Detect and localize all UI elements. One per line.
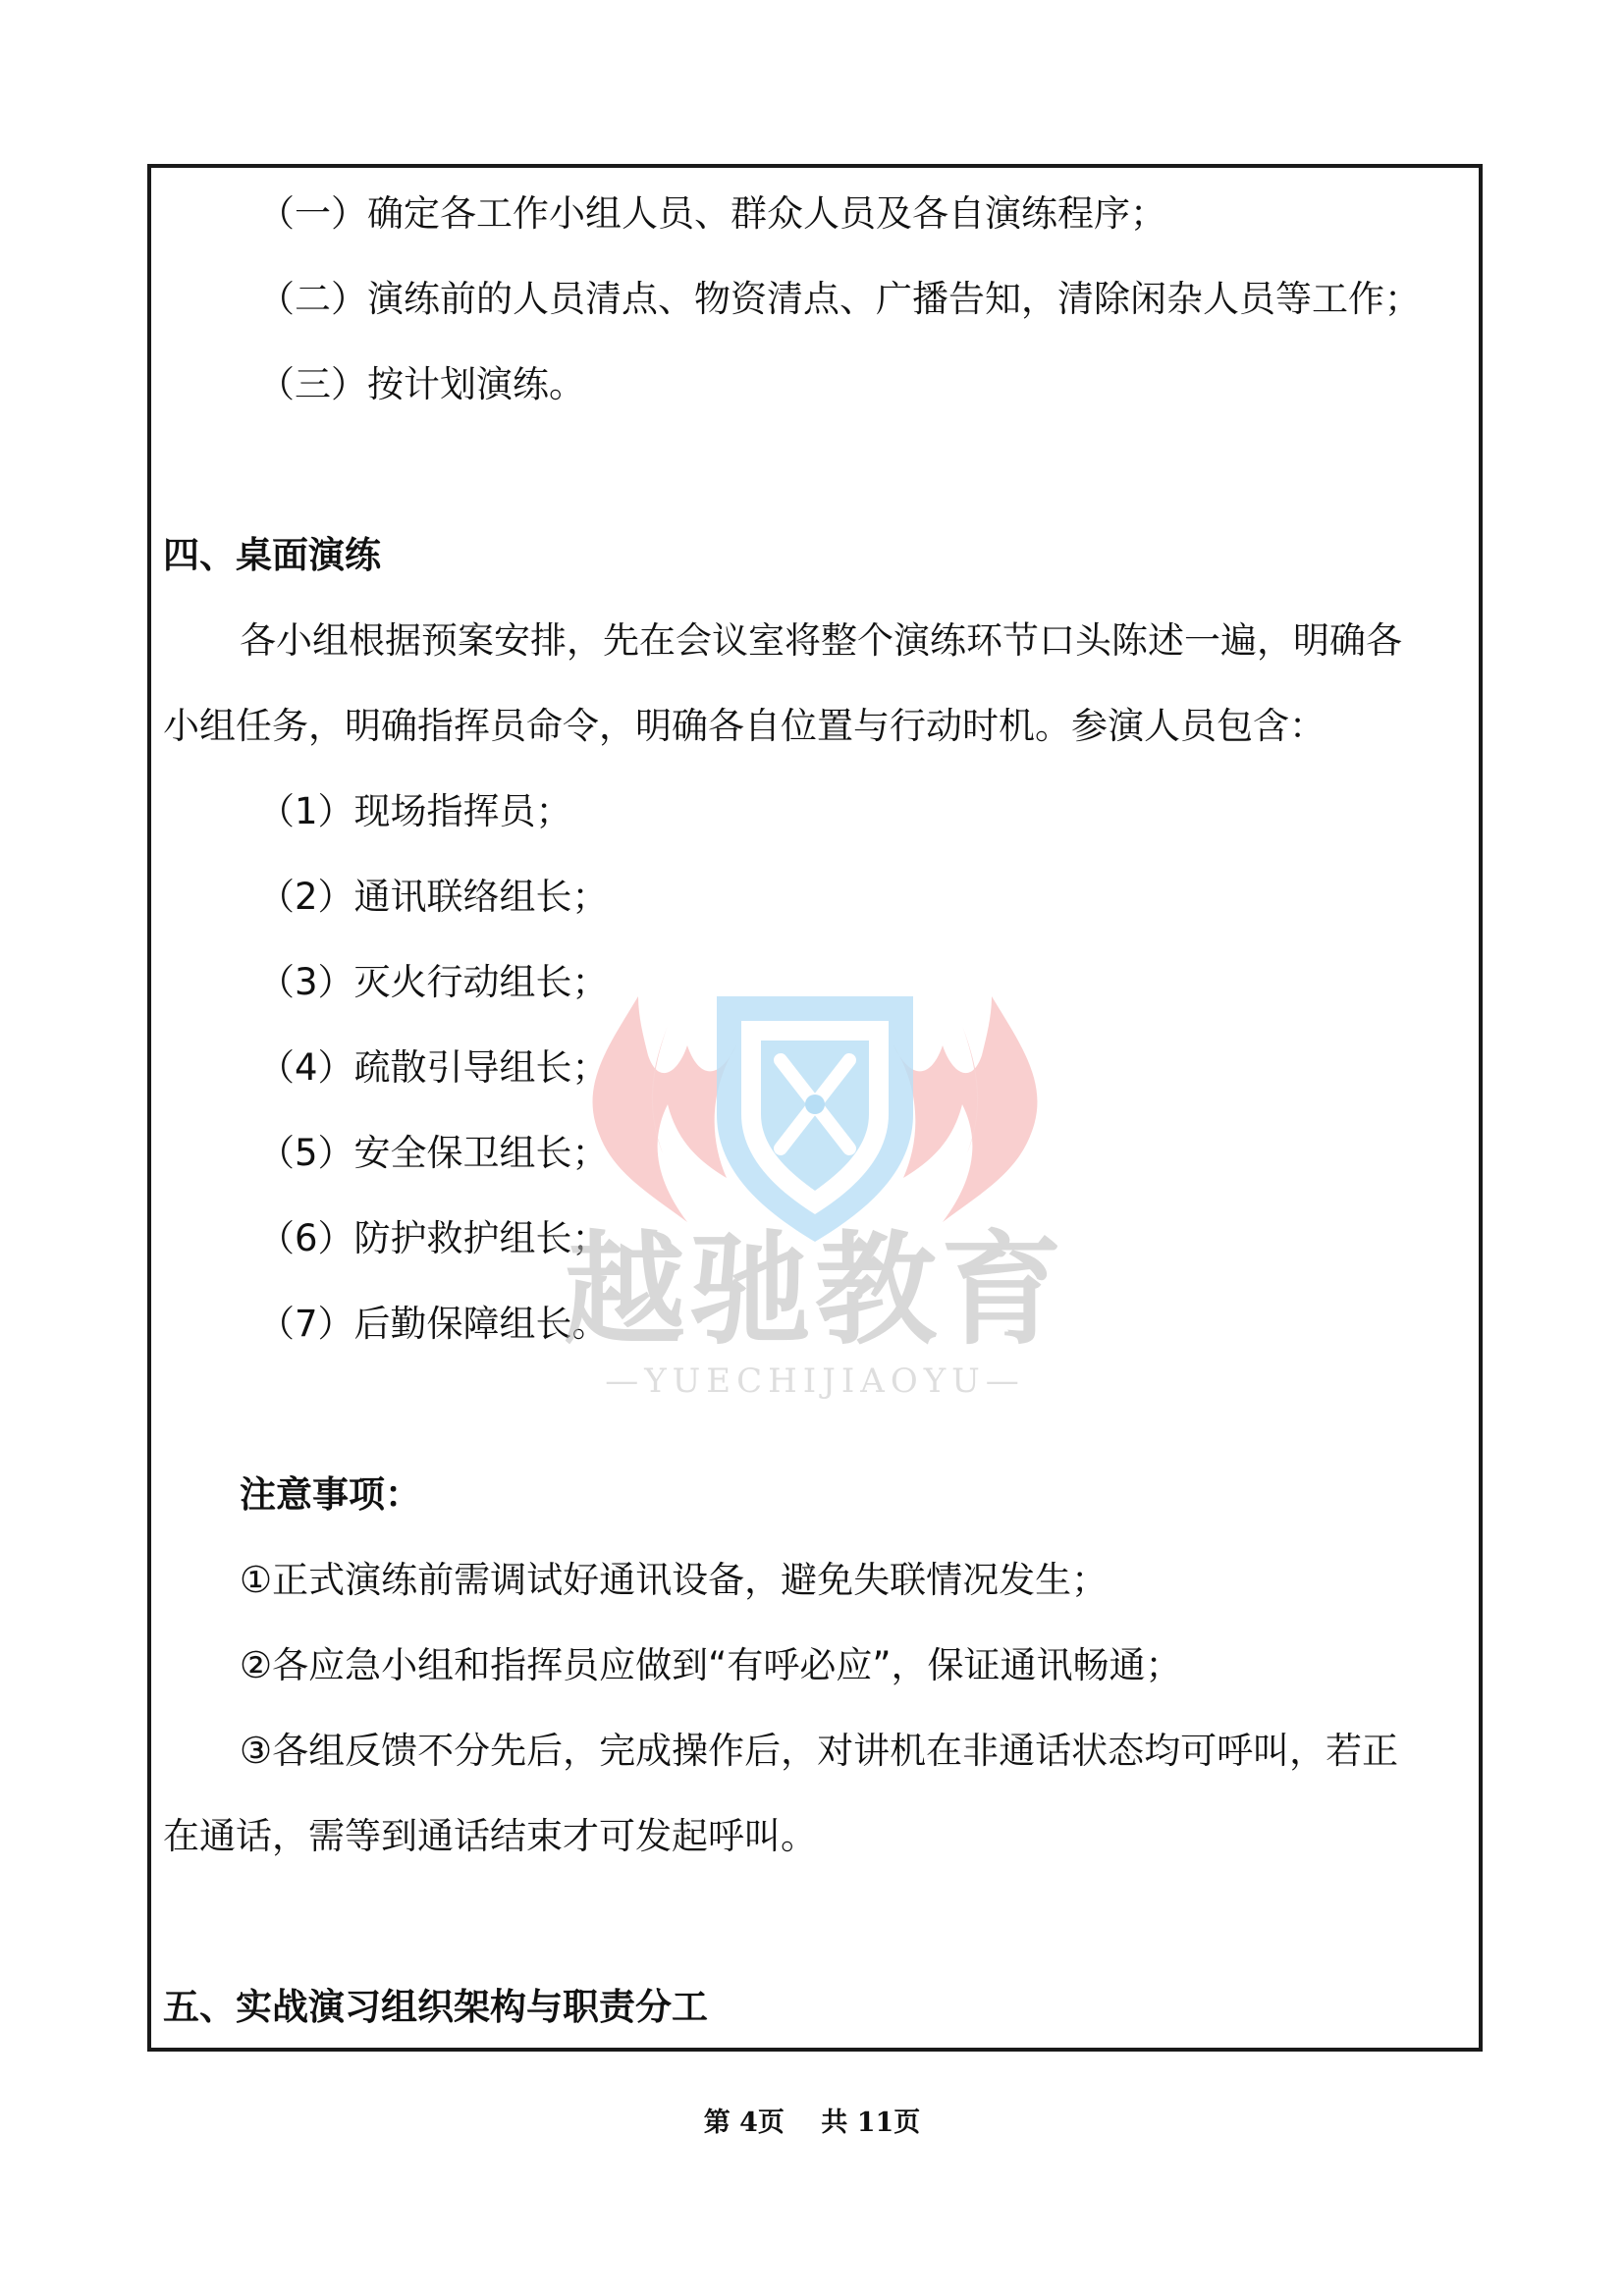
section5-heading: 五、实战演习组织架构与职责分工 bbox=[163, 1986, 708, 2028]
role-item-6: （6）防护救护组长； bbox=[258, 1217, 609, 1259]
prep-item-3: （三）按计划演练。 bbox=[258, 363, 585, 405]
note-item-3-continued: 在通话，需等到通话结束才可发起呼叫。 bbox=[163, 1815, 817, 1857]
role-item-1: （1）现场指挥员； bbox=[258, 790, 572, 832]
note-item-2: ②各应急小组和指挥员应做到“有呼必应”，保证通讯畅通； bbox=[240, 1644, 1182, 1686]
watermark-subtitle: —YUECHIJIAOYU— bbox=[605, 1362, 1025, 1401]
page-total: 共 11页 bbox=[821, 2108, 921, 2138]
section4-paragraph-line2: 小组任务，明确指挥员命令，明确各自位置与行动时机。参演人员包含： bbox=[163, 705, 1326, 747]
prep-item-2: （二）演练前的人员清点、物资清点、广播告知，清除闲杂人员等工作； bbox=[258, 278, 1421, 320]
watermark-name: 越驰教育 bbox=[563, 1219, 1066, 1362]
notes-heading: 注意事项： bbox=[240, 1473, 421, 1516]
note-item-1: ①正式演练前需调试好通讯设备，避免失联情况发生； bbox=[240, 1559, 1109, 1601]
page-number: 第 4页 bbox=[703, 2108, 785, 2138]
role-item-2: （2）通讯联络组长； bbox=[258, 876, 609, 918]
role-item-4: （4）疏散引导组长； bbox=[258, 1046, 609, 1089]
role-item-5: （5）安全保卫组长； bbox=[258, 1132, 609, 1174]
page-footer bbox=[0, 2107, 1624, 2140]
prep-item-1: （一）确定各工作小组人员、群众人员及各自演练程序； bbox=[258, 192, 1166, 235]
section4-heading: 四、桌面演练 bbox=[163, 534, 381, 576]
section4-paragraph-line1: 各小组根据预案安排，先在会议室将整个演练环节口头陈述一遍，明确各 bbox=[240, 619, 1402, 662]
note-item-3: ③各组反馈不分先后，完成操作后，对讲机在非通话状态均可呼叫，若正 bbox=[240, 1730, 1399, 1772]
role-item-7: （7）后勤保障组长。 bbox=[258, 1303, 609, 1345]
role-item-3: （3）灭火行动组长； bbox=[258, 961, 609, 1003]
